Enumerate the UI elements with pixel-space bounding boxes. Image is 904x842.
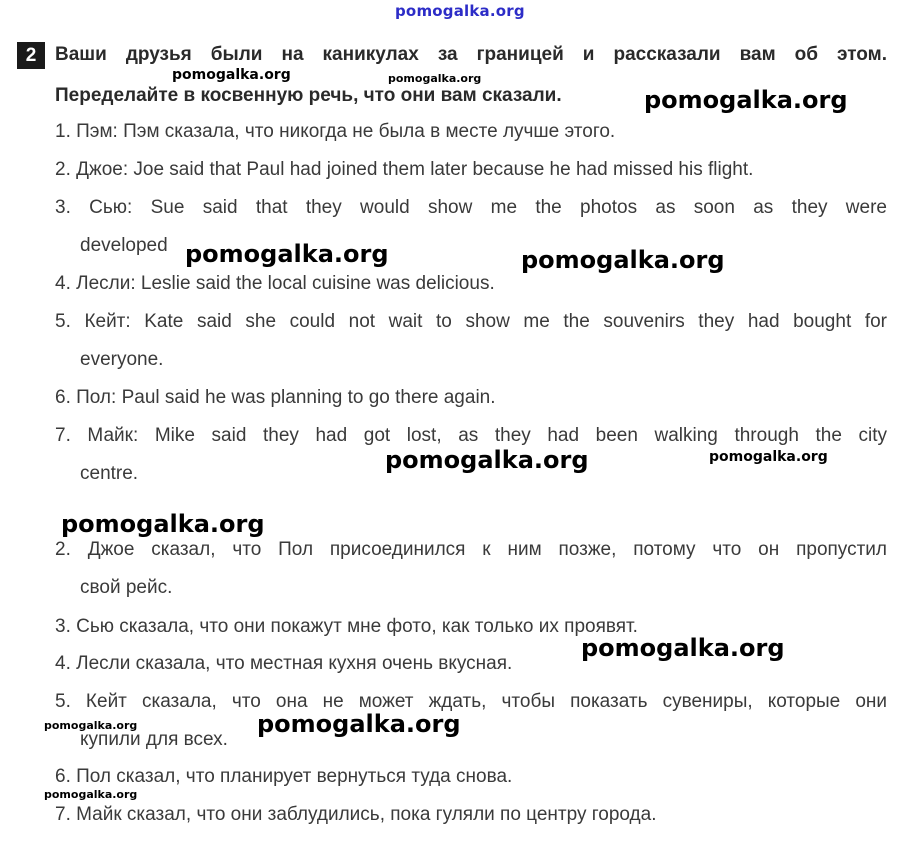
task-heading-line-2: Переделайте в косвенную речь, что они вам сказали.: [55, 85, 562, 106]
watermark: pomogalka.org: [44, 719, 138, 732]
exercise-item-6: 6. Пол: Paul said he was planning to go there again.: [55, 387, 496, 408]
translation-item-4: 4. Лесли сказала, что местная кухня очень вкусная.: [55, 653, 513, 674]
translation-item-5: 5. Кейт сказала, что она не может ждать, чтобы показать сувениры, которые они: [55, 691, 887, 712]
watermark-top: pomogalka.org: [395, 2, 525, 20]
watermark: pomogalka.org: [385, 446, 589, 474]
watermark: pomogalka.org: [521, 246, 725, 274]
watermark: pomogalka.org: [44, 788, 138, 801]
translation-item-7: 7. Майк сказал, что они заблудились, пока гуляли по центру города.: [55, 804, 657, 825]
translation-item-5-continuation: купили для всех.: [80, 729, 228, 750]
watermark: pomogalka.org: [581, 634, 785, 662]
translation-item-2: 2. Джое сказал, что Пол присоединился к ним позже, потому что он пропустил: [55, 539, 887, 560]
task-number-badge: 2: [17, 42, 45, 69]
exercise-item-3-continuation: developed: [80, 235, 168, 256]
exercise-item-3: 3. Сью: Sue said that they would show me the photos as soon as they were: [55, 197, 887, 218]
watermark: pomogalka.org: [185, 240, 389, 268]
translation-item-3: 3. Сью сказала, что они покажут мне фото, как только их проявят.: [55, 616, 638, 637]
exercise-item-7: 7. Майк: Mike said they had got lost, as they had been walking through the city: [55, 425, 887, 446]
watermark: pomogalka.org: [388, 72, 482, 85]
exercise-item-4: 4. Лесли: Leslie said the local cuisine was delicious.: [55, 273, 495, 294]
watermark: pomogalka.org: [257, 710, 461, 738]
exercise-item-2: 2. Джое: Joe said that Paul had joined them later because he had missed his flight.: [55, 159, 754, 180]
watermark: pomogalka.org: [644, 86, 848, 114]
watermark: pomogalka.org: [709, 449, 828, 465]
task-heading-line-1: Ваши друзья были на каникулах за границей и рассказали вам об этом.: [55, 44, 887, 65]
watermark: pomogalka.org: [172, 67, 291, 83]
exercise-item-7-continuation: centre.: [80, 463, 139, 484]
translation-item-6: 6. Пол сказал, что планирует вернуться туда снова.: [55, 766, 513, 787]
translation-item-2-continuation: свой рейс.: [80, 577, 173, 598]
exercise-item-5: 5. Кейт: Kate said she could not wait to show me the souvenirs they had bought for: [55, 311, 887, 332]
watermark: pomogalka.org: [61, 510, 265, 538]
exercise-item-1: 1. Пэм: Пэм сказала, что никогда не была в месте лучше этого.: [55, 121, 616, 142]
exercise-item-5-continuation: everyone.: [80, 349, 164, 370]
